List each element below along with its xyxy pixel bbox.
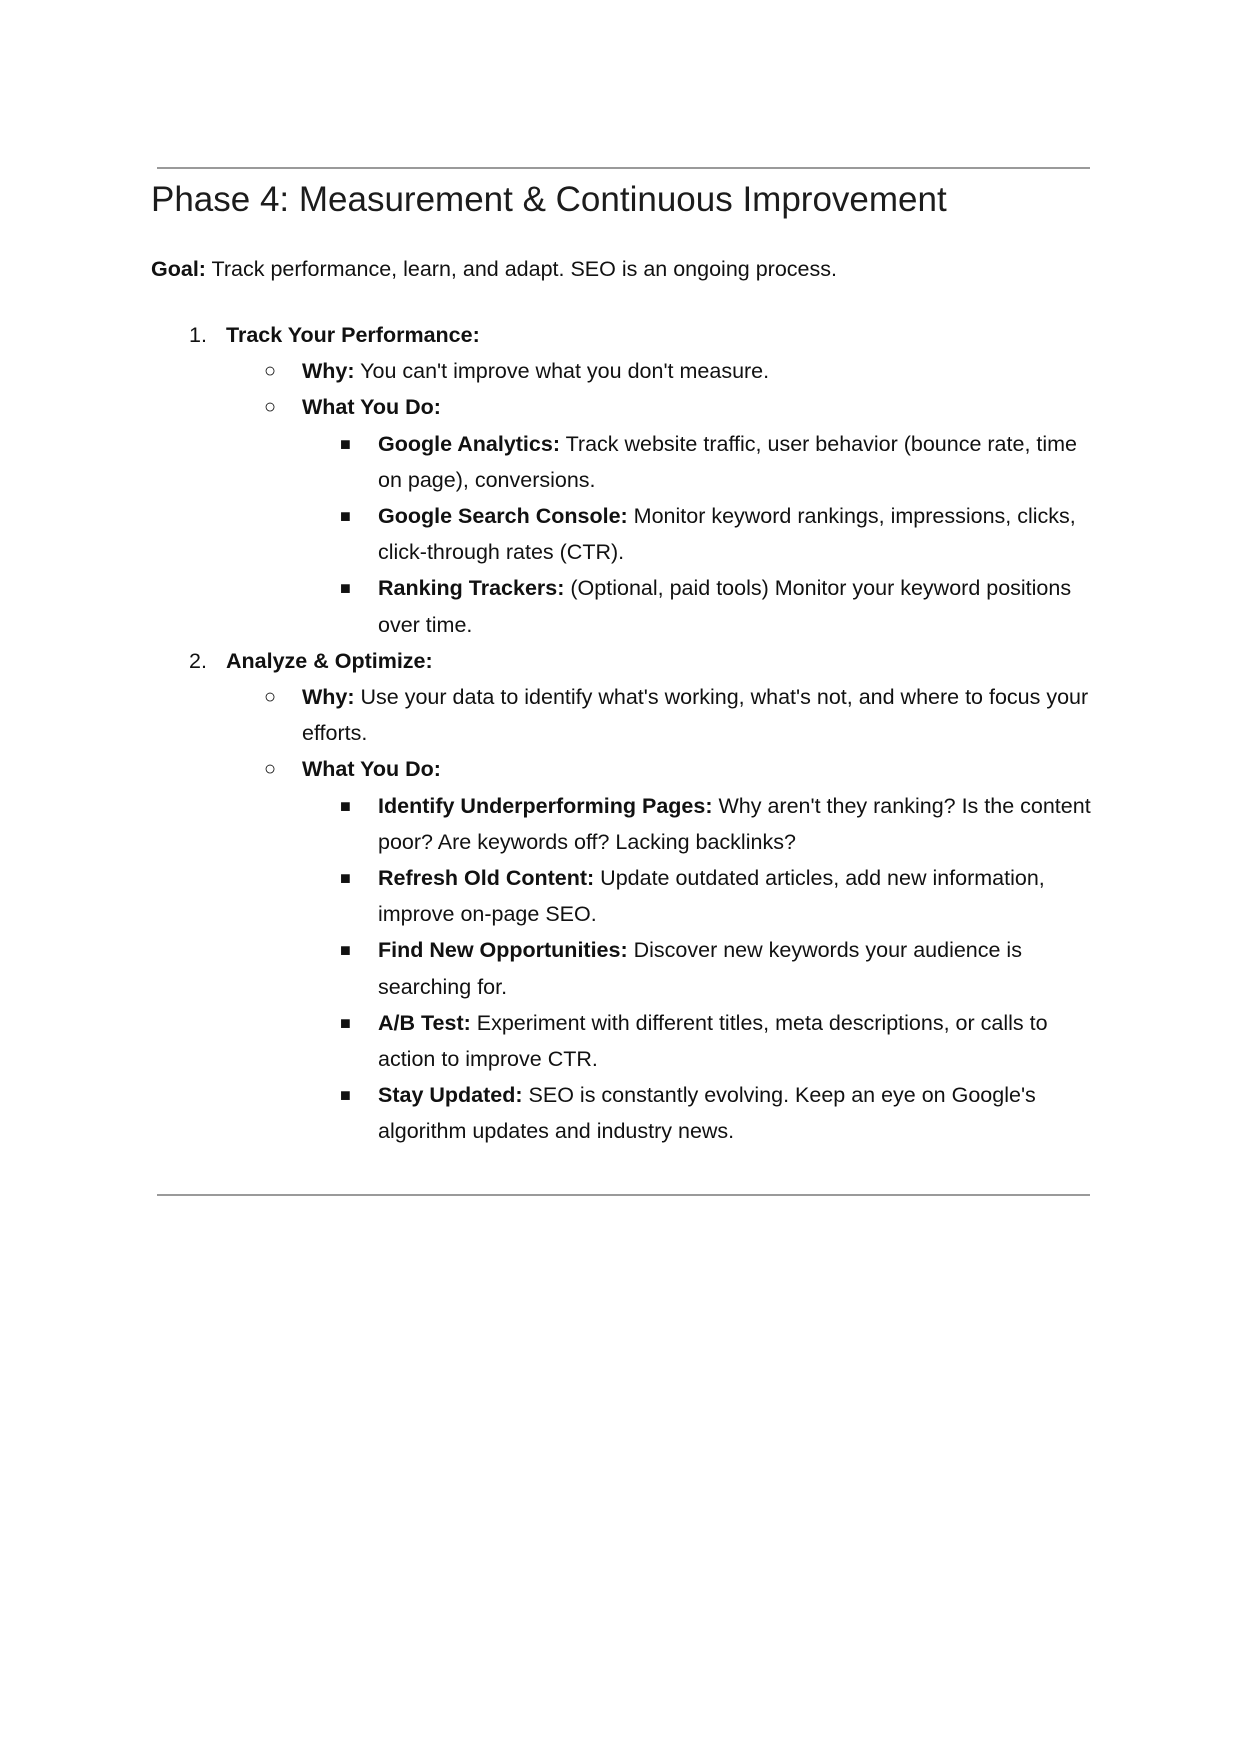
goal-label: Goal: <box>151 257 206 281</box>
item-text: Experiment with different titles, meta descriptions, or calls to action to improve CTR. <box>378 1010 1048 1072</box>
square-bullet-icon: ■ <box>340 940 351 961</box>
section-heading: Track Your Performance: <box>226 323 480 347</box>
section-number: 1. <box>189 323 207 347</box>
list-item <box>0 1005 1242 1077</box>
item-label: Google Analytics: <box>378 431 560 456</box>
what-you-do-item <box>0 751 1242 787</box>
list-item <box>0 788 1242 860</box>
list-item <box>0 570 1242 642</box>
section-analyze-optimize <box>0 643 1242 679</box>
square-bullet-icon: ■ <box>340 506 351 527</box>
list-item <box>0 426 1242 498</box>
why-item <box>0 679 1242 751</box>
goal-text: Track performance, learn, and adapt. SEO is an ongoing process. <box>205 257 837 281</box>
item-text: Track website traffic, user behavior (bounce rate, time on page), conversions. <box>378 431 1078 492</box>
page-title: Phase 4: Measurement & Continuous Improvement <box>151 180 947 219</box>
hollow-circle-bullet-icon: ○ <box>264 686 277 709</box>
bottom-divider <box>157 1194 1090 1196</box>
square-bullet-icon: ■ <box>340 1012 351 1033</box>
what-you-do-item <box>0 389 1242 425</box>
square-bullet-icon: ■ <box>340 795 351 816</box>
square-bullet-icon: ■ <box>340 578 351 599</box>
why-text: Use your data to identify what's working, what's not, and where to focus your efforts. <box>302 685 1089 746</box>
list-item <box>0 860 1242 932</box>
item-label: Stay Updated: <box>378 1083 523 1108</box>
section-heading: Analyze & Optimize: <box>226 648 433 673</box>
item-label: Identify Underperforming Pages: <box>378 793 713 818</box>
square-bullet-icon: ■ <box>340 868 351 889</box>
item-text: SEO is constantly evolving. Keep an eye on Google's algorithm updates and industry news. <box>378 1083 1036 1144</box>
section-number: 2. <box>189 648 207 673</box>
item-label: Ranking Trackers: <box>378 576 565 601</box>
item-label: Find New Opportunities: <box>378 938 628 963</box>
hollow-circle-bullet-icon: ○ <box>264 396 277 419</box>
item-label: Refresh Old Content: <box>378 866 595 891</box>
list-item <box>0 498 1242 570</box>
why-label: Why: <box>302 359 355 384</box>
hollow-circle-bullet-icon: ○ <box>264 360 277 383</box>
item-text: (Optional, paid tools) Monitor your keyword positions over time. <box>378 576 1072 637</box>
square-bullet-icon: ■ <box>340 1085 351 1106</box>
phase-content <box>0 317 1242 1150</box>
hollow-circle-bullet-icon: ○ <box>264 758 277 781</box>
top-divider <box>157 167 1090 169</box>
why-text: You can't improve what you don't measure. <box>354 359 770 384</box>
item-text: Monitor keyword rankings, impressions, clicks, click-through rates (CTR). <box>378 504 1076 565</box>
what-you-do-label: What You Do: <box>302 395 441 420</box>
why-item <box>0 353 1242 389</box>
item-text: Why aren't they ranking? Is the content poor? Are keywords off? Lacking backlinks? <box>378 793 1091 854</box>
list-item <box>0 1077 1242 1149</box>
item-text: Discover new keywords your audience is searching for. <box>378 938 1022 999</box>
item-label: A/B Test: <box>378 1010 471 1035</box>
what-you-do-label: What You Do: <box>302 757 441 782</box>
square-bullet-icon: ■ <box>340 433 351 454</box>
item-text: Update outdated articles, add new information, improve on-page SEO. <box>378 866 1045 927</box>
section-track-performance <box>0 317 1242 353</box>
goal-paragraph <box>151 254 837 284</box>
list-item <box>0 932 1242 1004</box>
item-label: Google Search Console: <box>378 504 628 529</box>
why-label: Why: <box>302 685 355 710</box>
